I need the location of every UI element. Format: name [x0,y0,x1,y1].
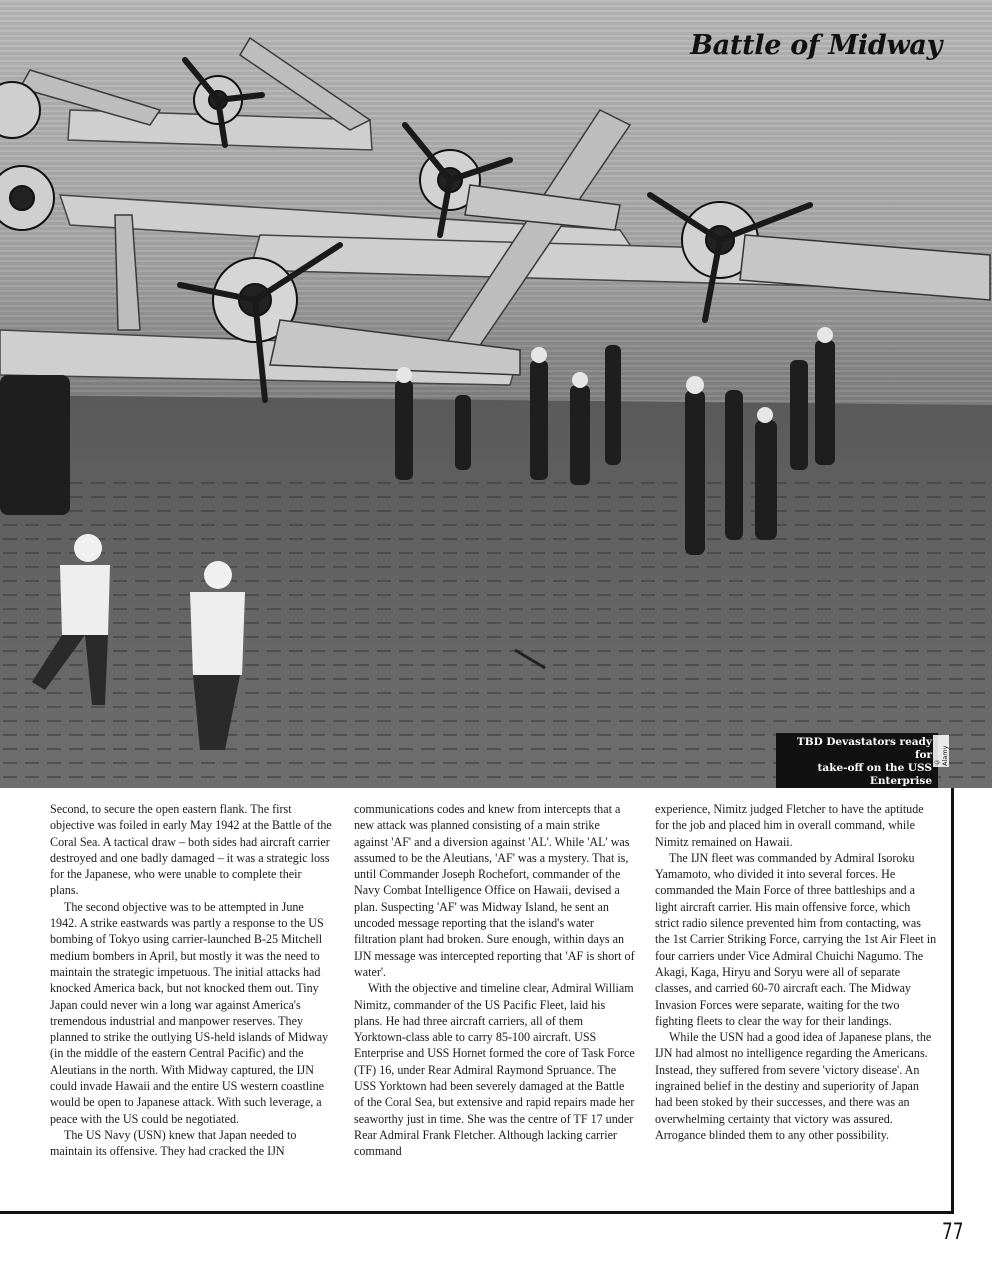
photo-caption [776,733,938,788]
paragraph: communications codes and knew from intercepts that a new attack was planned consisting of a main strike against 'AF' and a diversion against 'AL'. While 'AL' was assumed to be the Aleutians, 'AF' was a mystery. That is, until Commander Joseph Rochefort, commander of the Navy Combat Intelligence Office on Hawaii, devised a plan. Suspecting 'AF' was Midway Island, he sent an uncoded message reporting that the island's water filtration plant had broken. Sure enough, within days an IJN message was intercepted reporting that 'AF is short of water'. [354,802,635,979]
article-column-3 [655,801,937,1143]
section-title: Battle of Midway [690,30,942,61]
article-column-2 [354,801,636,1160]
paragraph: experience, Nimitz judged Fletcher to have the aptitude for the job and placed him in overall command, while Nimitz remained on Hawaii. [655,802,924,849]
paragraph: Second, to secure the open eastern flank. The first objective was foiled in early May 1942 at the Battle of the Coral Sea. A tactical draw – both sides had aircraft carrier destroyed and one badly damaged – it was a strategic loss for the Japanese, who were unable to complete their plans. [50,802,332,898]
page-number: 77 [942,1220,964,1245]
paragraph: The second objective was to be attempted in June 1942. A strike eastwards was partly a response to the US bombing of Tokyo using carrier-launched B-25 Mitchell medium bombers in April, but mostly it was the need to maintain the strategic impetuous. The initial attacks had knocked America back, but not knocked them out. Tiny Japan could never win a long war against America's tremendous industrial and manpower reserves. They planned to strike the outlying US-held islands of Midway (in the middle of the eastern Central Pacific) and the Aleutians in the north. With Midway captured, the IJN could invade Hawaii and the entire US western coastline would be open to Japanese attack. With such leverage, a peace with the US could be negotiated. [50,899,329,1126]
frame-rule-right [951,788,954,1214]
paragraph: While the USN had a good idea of Japanese plans, the IJN had almost no intelligence regarding the Americans. Instead, they suffered from severe 'victory disease'. An ingrained belief in the destiny and superiority of Japan had been stoked by their successes, and there was an overwhelming certainty that victory was assured. Arrogance blinded them to any other possibility. [655,1030,932,1142]
photo-credit: © Alamy [933,735,949,767]
paragraph: The IJN fleet was commanded by Admiral Isoroku Yamamoto, who divided it into several forces. He commanded the Main Force of three battleships and a light aircraft carrier. His main offensive force, which strict radio silence prevented him from contacting, was the 1st Carrier Striking Force, carrying the 1st Air Fleet in four carriers under Vice Admiral Chuichi Nagumo. The Akagi, Kaga, Hiryu and Soryu were all of separate classes, and carried 60-70 aircraft each. The Midway Invasion Forces were separate, waiting for the two fighting fleets to clear the way for their landings. [655,850,937,1028]
frame-rule-bottom [0,1211,954,1214]
caption-line: TBD Devastators ready for [796,736,932,761]
paragraph: The US Navy (USN) knew that Japan needed to maintain its offensive. They had cracked the IJN [50,1127,297,1159]
paragraph: With the objective and timeline clear, Admiral William Nimitz, commander of the US Pacific Fleet, laid his plans. He had three aircraft carriers, all of them Yorktown-class able to carry 85-100 aircraft. USS Enterprise and USS Hornet formed the core of Task Force (TF) 16, under Rear Admiral Raymond Spruance. The USS Yorktown had been severely damaged at the Battle of the Coral Sea, but extensive and rapid repairs made her seaworthy just in time. She was the centre of TF 17 under Rear Admiral Frank Fletcher. Although lacking carrier command [354,981,635,1159]
article-column-1 [50,801,332,1160]
caption-line: take-off on the USS Enterprise [817,762,932,787]
